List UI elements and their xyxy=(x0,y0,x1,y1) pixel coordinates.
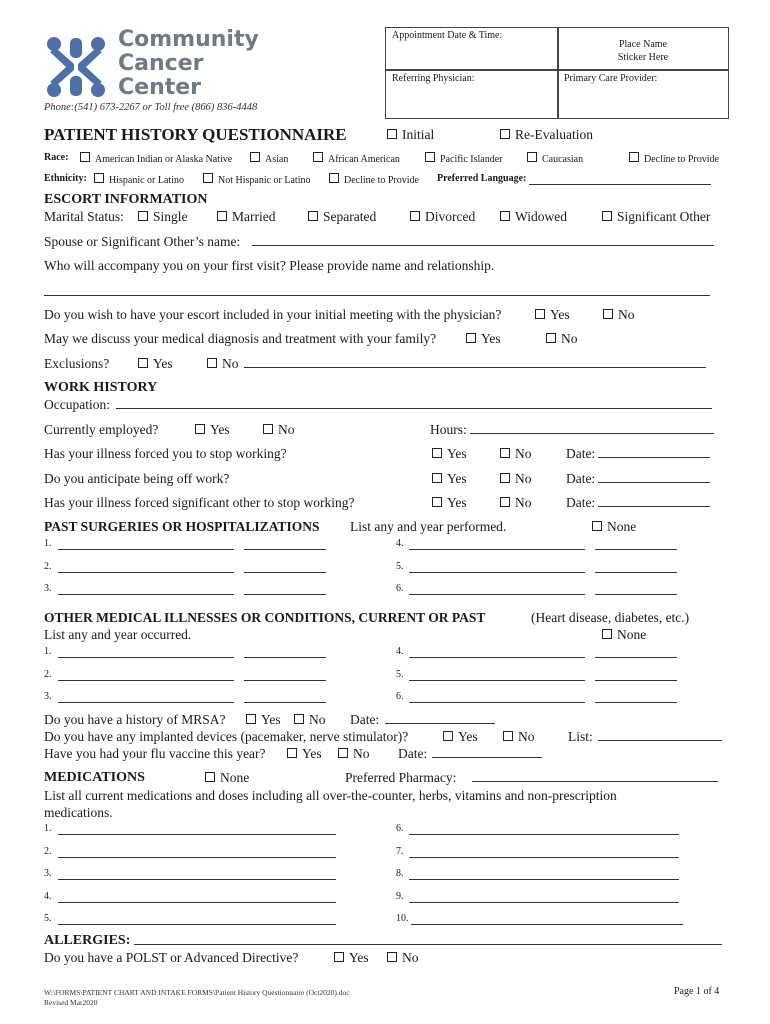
yes-checkbox[interactable] xyxy=(334,952,344,962)
illness-row-num: 6. xyxy=(396,691,404,702)
no-checkbox[interactable] xyxy=(387,952,397,962)
accompany-question: Who will accompany you on your first visit? Please provide name and relationship. xyxy=(44,258,495,273)
medication-row-num: 3. xyxy=(44,868,52,879)
work-history-heading: WORK HISTORY xyxy=(44,380,158,395)
no-option[interactable] xyxy=(387,950,419,966)
yes-checkbox[interactable] xyxy=(138,358,148,368)
race-option-label: Pacific Islander xyxy=(440,154,503,165)
no-label: No xyxy=(515,471,532,486)
no-label: No xyxy=(402,950,419,965)
yes-option[interactable] xyxy=(432,471,467,487)
no-option[interactable] xyxy=(503,729,535,745)
race-option[interactable] xyxy=(313,152,400,165)
surgery-row-num: 2. xyxy=(44,561,52,572)
hours-field[interactable] xyxy=(470,421,714,434)
medication-row-num: 2. xyxy=(44,846,52,857)
yes-checkbox[interactable] xyxy=(195,424,205,434)
marital-checkbox[interactable] xyxy=(308,211,318,221)
date-field[interactable] xyxy=(598,470,710,483)
race-option-label: Caucasian xyxy=(542,154,584,165)
race-checkbox[interactable] xyxy=(527,152,537,162)
no-checkbox[interactable] xyxy=(503,731,513,741)
yes-label: Yes xyxy=(210,422,230,437)
marital-option-label: Divorced xyxy=(425,209,476,224)
yes-label: Yes xyxy=(458,729,478,744)
no-checkbox[interactable] xyxy=(338,748,348,758)
sticker-line-1: Place Name xyxy=(618,39,668,50)
accompany-field[interactable] xyxy=(44,283,710,296)
illness-row-num: 2. xyxy=(44,669,52,680)
polst-question: Do you have a POLST or Advanced Directive? xyxy=(44,950,299,965)
race-label: Race: xyxy=(44,152,69,163)
yes-option[interactable] xyxy=(138,356,173,372)
reevaluation-option[interactable] xyxy=(500,127,593,143)
surgery-row-num: 4. xyxy=(396,538,404,549)
medication-entry-field[interactable] xyxy=(58,890,336,903)
illnesses-examples: (Heart disease, diabetes, etc.) xyxy=(531,610,690,625)
illness-year-field[interactable] xyxy=(595,645,677,658)
surgery-year-field[interactable] xyxy=(595,560,677,573)
phone-numbers: Phone:(541) 673-2267 or Toll free (866) 836-4448 xyxy=(44,102,258,113)
no-label: No xyxy=(515,446,532,461)
no-checkbox[interactable] xyxy=(546,333,556,343)
medication-row-num: 8. xyxy=(396,868,404,879)
race-checkbox[interactable] xyxy=(313,152,323,162)
date-label: Date: xyxy=(566,495,596,510)
illness-row-num: 4. xyxy=(396,646,404,657)
medication-entry-field[interactable] xyxy=(411,912,683,925)
yes-label: Yes xyxy=(153,356,173,371)
yes-label: Yes xyxy=(447,495,467,510)
medication-entry-field[interactable] xyxy=(58,822,336,835)
referring-physician-box[interactable] xyxy=(385,69,559,119)
logo-text xyxy=(118,28,259,100)
surgery-year-field[interactable] xyxy=(595,582,677,595)
marital-option[interactable] xyxy=(410,209,475,225)
yes-checkbox[interactable] xyxy=(246,714,256,724)
illness-year-field[interactable] xyxy=(595,690,677,703)
yes-option[interactable] xyxy=(287,746,322,762)
hours-label: Hours: xyxy=(430,422,467,437)
marital-option[interactable] xyxy=(217,209,275,225)
medication-entry-field[interactable] xyxy=(409,822,679,835)
medication-row-num: 9. xyxy=(396,891,404,902)
no-option[interactable] xyxy=(294,712,326,728)
medication-row-num: 10. xyxy=(396,913,409,924)
no-checkbox[interactable] xyxy=(263,424,273,434)
surgery-entry-field[interactable] xyxy=(409,537,585,550)
none-checkbox[interactable] xyxy=(205,772,215,782)
appointment-box[interactable] xyxy=(385,27,559,71)
page-number: Page 1 of 4 xyxy=(674,986,720,997)
medication-row-num: 7. xyxy=(396,846,404,857)
no-option[interactable] xyxy=(500,495,532,511)
medication-entry-field[interactable] xyxy=(409,867,679,880)
illness-row-num: 3. xyxy=(44,691,52,702)
ethnicity-option[interactable] xyxy=(203,173,310,186)
flu-date-field[interactable] xyxy=(432,745,542,758)
no-checkbox[interactable] xyxy=(500,473,510,483)
yes-checkbox[interactable] xyxy=(466,333,476,343)
referring-label: Referring Physician: xyxy=(392,73,475,84)
surgery-row-num: 3. xyxy=(44,583,52,594)
yes-option[interactable] xyxy=(432,495,467,511)
illness-year-field[interactable] xyxy=(244,645,326,658)
surgery-year-field[interactable] xyxy=(244,582,326,595)
illness-entry-field[interactable] xyxy=(58,645,234,658)
none-label: None xyxy=(220,770,250,785)
marital-checkbox[interactable] xyxy=(410,211,420,221)
primary-care-box[interactable] xyxy=(557,69,729,119)
marital-option-label: Married xyxy=(232,209,276,224)
date-label: Date: xyxy=(566,446,596,461)
sticker-box xyxy=(557,27,729,71)
marital-status-label: Marital Status: xyxy=(44,209,124,224)
ethnicity-option[interactable] xyxy=(94,173,184,186)
marital-option-label: Widowed xyxy=(515,209,567,224)
yes-option[interactable] xyxy=(466,331,501,347)
yes-option[interactable] xyxy=(535,307,570,323)
flu-date-label: Date: xyxy=(398,746,428,761)
marital-option[interactable] xyxy=(308,209,376,225)
preferred-language-field[interactable] xyxy=(529,172,711,185)
spouse-name-field[interactable] xyxy=(252,233,714,246)
medication-entry-field[interactable] xyxy=(58,867,336,880)
exclusions-label: Exclusions? xyxy=(44,356,110,371)
ethnicity-option[interactable] xyxy=(329,173,419,186)
escort-include-question: Do you wish to have your escort included in your initial meeting with the physician? xyxy=(44,307,502,322)
surgery-year-field[interactable] xyxy=(595,537,677,550)
no-label: No xyxy=(561,331,578,346)
race-option-label: Asian xyxy=(265,154,289,165)
race-checkbox[interactable] xyxy=(629,152,639,162)
surgery-row-num: 5. xyxy=(396,561,404,572)
medication-entry-field[interactable] xyxy=(58,845,336,858)
date-label: Date: xyxy=(566,471,596,486)
preferred-pharmacy-field[interactable] xyxy=(472,769,718,782)
yes-checkbox[interactable] xyxy=(432,473,442,483)
medication-entry-field[interactable] xyxy=(58,912,336,925)
reevaluation-label: Re-Evaluation xyxy=(515,127,593,142)
illnesses-instruction: List any and year occurred. xyxy=(44,627,192,642)
ethnicity-checkbox[interactable] xyxy=(203,173,213,183)
yes-option[interactable] xyxy=(432,446,467,462)
preferred-pharmacy-label: Preferred Pharmacy: xyxy=(345,770,457,785)
no-label: No xyxy=(278,422,295,437)
marital-option[interactable] xyxy=(138,209,188,225)
ethnicity-label: Ethnicity: xyxy=(44,173,87,184)
medication-row-num: 5. xyxy=(44,913,52,924)
medications-instruction-line-2: medications. xyxy=(44,805,113,820)
medication-row-num: 4. xyxy=(44,891,52,902)
race-option[interactable] xyxy=(250,152,288,165)
none-checkbox[interactable] xyxy=(602,629,612,639)
yes-option[interactable] xyxy=(246,712,281,728)
page-title: PATIENT HISTORY QUESTIONNAIRE xyxy=(44,125,347,144)
medication-entry-field[interactable] xyxy=(409,890,679,903)
no-checkbox[interactable] xyxy=(294,714,304,724)
ethnicity-option-label: Hispanic or Latino xyxy=(109,175,184,186)
primary-care-label: Primary Care Provider: xyxy=(564,73,658,84)
medications-heading: MEDICATIONS xyxy=(44,770,145,785)
none-label: None xyxy=(607,519,637,534)
illnesses-heading: OTHER MEDICAL ILLNESSES OR CONDITIONS, CURRENT OR PAST xyxy=(44,610,486,625)
surgery-entry-field[interactable] xyxy=(409,582,585,595)
implanted-list-field[interactable] xyxy=(598,728,722,741)
mrsa-question: Do you have a history of MRSA? xyxy=(44,712,226,727)
race-option[interactable] xyxy=(629,152,719,165)
yes-checkbox[interactable] xyxy=(287,748,297,758)
illness-entry-field[interactable] xyxy=(409,645,585,658)
marital-checkbox[interactable] xyxy=(602,211,612,221)
mrsa-date-field[interactable] xyxy=(385,711,495,724)
no-label: No xyxy=(518,729,535,744)
yes-label: Yes xyxy=(481,331,501,346)
no-option[interactable] xyxy=(338,746,370,762)
no-label: No xyxy=(309,712,326,727)
marital-option[interactable] xyxy=(500,209,567,225)
none-label: None xyxy=(617,627,647,642)
medication-row-num: 6. xyxy=(396,823,404,834)
no-option[interactable] xyxy=(500,471,532,487)
yes-label: Yes xyxy=(550,307,570,322)
yes-checkbox[interactable] xyxy=(443,731,453,741)
no-label: No xyxy=(618,307,635,322)
implanted-list-label: List: xyxy=(568,729,593,744)
no-option[interactable] xyxy=(500,446,532,462)
no-checkbox[interactable] xyxy=(207,358,217,368)
medications-instruction-line-1: List all current medications and doses including all over-the-counter, herbs, vitamins and non-prescription xyxy=(44,788,617,803)
logo-line-community: Community xyxy=(118,27,259,52)
footer-revised: Revised Mar2020 xyxy=(44,998,98,1007)
ethnicity-option-label: Not Hispanic or Latino xyxy=(218,175,311,186)
race-option[interactable] xyxy=(527,152,583,165)
yes-option[interactable] xyxy=(443,729,478,745)
other-forced-stop-question: Has your illness forced significant other to stop working? xyxy=(44,495,355,510)
currently-employed-question: Currently employed? xyxy=(44,422,159,437)
race-option-label: African American xyxy=(328,154,400,165)
initial-label: Initial xyxy=(402,127,435,142)
illness-entry-field[interactable] xyxy=(409,668,585,681)
surgery-row-num: 6. xyxy=(396,583,404,594)
marital-checkbox[interactable] xyxy=(217,211,227,221)
community-cancer-center-logo-icon xyxy=(44,36,108,98)
date-field[interactable] xyxy=(598,445,710,458)
race-option-label: Decline to Provide xyxy=(644,154,719,165)
no-label: No xyxy=(222,356,239,371)
allergies-label: ALLERGIES: xyxy=(44,933,131,948)
occupation-field[interactable] xyxy=(116,396,712,409)
no-option[interactable] xyxy=(603,307,635,323)
illness-year-field[interactable] xyxy=(244,668,326,681)
anticipate-off-work-question: Do you anticipate being off work? xyxy=(44,471,230,486)
ethnicity-checkbox[interactable] xyxy=(329,173,339,183)
preferred-language-label: Preferred Language: xyxy=(437,173,527,184)
yes-label: Yes xyxy=(349,950,369,965)
illness-entry-field[interactable] xyxy=(58,668,234,681)
exclusions-field[interactable] xyxy=(244,355,706,368)
illness-year-field[interactable] xyxy=(595,668,677,681)
marital-option-label: Separated xyxy=(323,209,377,224)
yes-option[interactable] xyxy=(334,950,369,966)
initial-option[interactable] xyxy=(387,127,434,143)
illness-row-num: 5. xyxy=(396,669,404,680)
no-checkbox[interactable] xyxy=(603,309,613,319)
illness-forced-stop-question: Has your illness forced you to stop working? xyxy=(44,446,287,461)
yes-checkbox[interactable] xyxy=(432,448,442,458)
medication-row-num: 1. xyxy=(44,823,52,834)
marital-checkbox[interactable] xyxy=(500,211,510,221)
race-option[interactable] xyxy=(425,152,502,165)
surgery-entry-field[interactable] xyxy=(58,560,234,573)
surgery-entry-field[interactable] xyxy=(58,582,234,595)
discuss-diagnosis-question: May we discuss your medical diagnosis and treatment with your family? xyxy=(44,331,437,346)
ethnicity-checkbox[interactable] xyxy=(94,173,104,183)
yes-label: Yes xyxy=(302,746,322,761)
surgery-entry-field[interactable] xyxy=(58,537,234,550)
footer-file-path: W:\FORMS\PATIENT CHART AND INTAKE FORMS\Patient History Questionnaire (Oct2020).doc xyxy=(44,988,350,997)
implanted-devices-question: Do you have any implanted devices (pacemaker, nerve stimulator)? xyxy=(44,729,409,744)
escort-heading: ESCORT INFORMATION xyxy=(44,192,208,207)
no-label: No xyxy=(353,746,370,761)
flu-vaccine-question: Have you had your flu vaccine this year? xyxy=(44,746,266,761)
marital-option-label: Significant Other xyxy=(617,209,711,224)
yes-label: Yes xyxy=(261,712,281,727)
no-checkbox[interactable] xyxy=(500,497,510,507)
ethnicity-option-label: Decline to Provide xyxy=(344,175,419,186)
allergies-field[interactable] xyxy=(134,932,722,945)
surgeries-instruction: List any and year performed. xyxy=(350,519,507,534)
yes-label: Yes xyxy=(447,446,467,461)
marital-checkbox[interactable] xyxy=(138,211,148,221)
logo-line-cancer: Cancer xyxy=(118,51,204,76)
marital-option[interactable] xyxy=(602,209,710,225)
illness-entry-field[interactable] xyxy=(58,690,234,703)
race-checkbox[interactable] xyxy=(250,152,260,162)
reevaluation-checkbox[interactable] xyxy=(500,129,510,139)
race-option-label: American Indian or Alaska Native xyxy=(95,154,233,165)
marital-option-label: Single xyxy=(153,209,188,224)
illness-year-field[interactable] xyxy=(244,690,326,703)
yes-option[interactable] xyxy=(195,422,230,438)
occupation-label: Occupation: xyxy=(44,397,110,412)
appointment-label: Appointment Date & Time: xyxy=(392,30,503,41)
no-option[interactable] xyxy=(546,331,578,347)
no-label: No xyxy=(515,495,532,510)
race-checkbox[interactable] xyxy=(425,152,435,162)
no-checkbox[interactable] xyxy=(500,448,510,458)
surgery-year-field[interactable] xyxy=(244,537,326,550)
no-option[interactable] xyxy=(263,422,295,438)
illnesses-none-option[interactable] xyxy=(602,627,646,643)
initial-checkbox[interactable] xyxy=(387,129,397,139)
no-option[interactable] xyxy=(207,356,239,372)
surgery-year-field[interactable] xyxy=(244,560,326,573)
surgeries-heading: PAST SURGERIES OR HOSPITALIZATIONS xyxy=(44,519,320,534)
race-option[interactable] xyxy=(80,152,232,165)
illness-row-num: 1. xyxy=(44,646,52,657)
surgery-entry-field[interactable] xyxy=(409,560,585,573)
spouse-name-label: Spouse or Significant Other’s name: xyxy=(44,234,241,249)
mrsa-date-label: Date: xyxy=(350,712,380,727)
medication-entry-field[interactable] xyxy=(409,845,679,858)
none-checkbox[interactable] xyxy=(592,521,602,531)
illness-entry-field[interactable] xyxy=(409,690,585,703)
yes-label: Yes xyxy=(447,471,467,486)
race-checkbox[interactable] xyxy=(80,152,90,162)
yes-checkbox[interactable] xyxy=(535,309,545,319)
logo-line-center: Center xyxy=(118,75,202,100)
date-field[interactable] xyxy=(598,494,710,507)
medications-none-option[interactable] xyxy=(205,770,249,786)
surgeries-none-option[interactable] xyxy=(592,519,636,535)
surgery-row-num: 1. xyxy=(44,538,52,549)
yes-checkbox[interactable] xyxy=(432,497,442,507)
sticker-line-2: Sticker Here xyxy=(617,52,669,63)
